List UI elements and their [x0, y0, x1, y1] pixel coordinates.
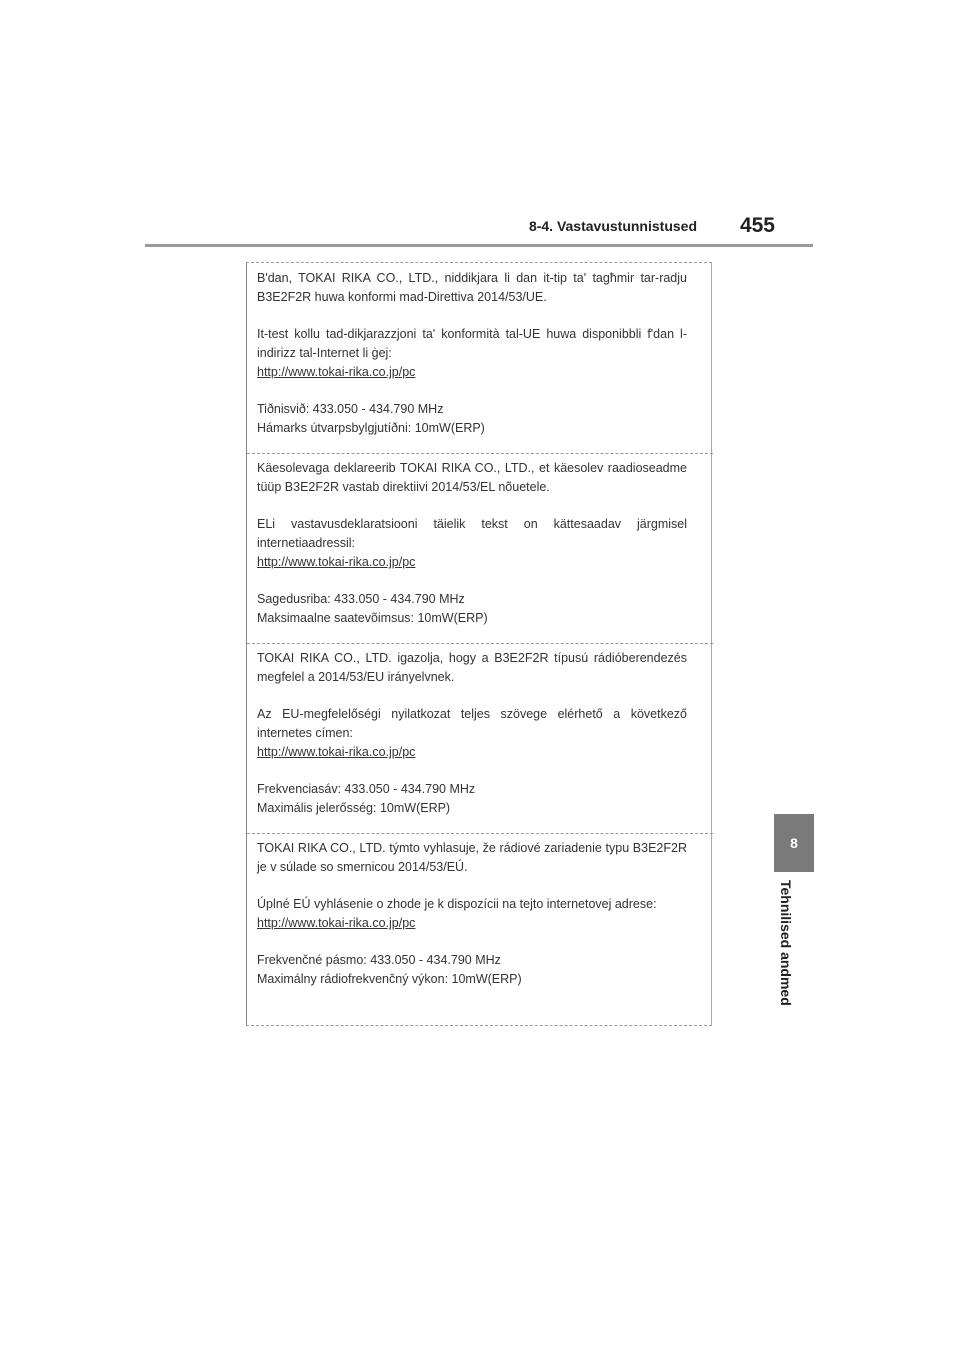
declaration-url-link[interactable]: http://www.tokai-rika.co.jp/pc [257, 555, 416, 569]
declaration-statement: B'dan, TOKAI RIKA CO., LTD., niddikjara li dan it-tip ta' tagħmir tar-radju B3E2F2R huwa konformi mad-Direttiva 2014/53/UE. [257, 271, 687, 304]
declaration-availability [257, 325, 687, 382]
max-power: Hámarks útvarpsbylgjutíðni: 10mW(ERP) [257, 421, 485, 435]
declaration-maltese [247, 263, 711, 453]
max-power: Maximálny rádiofrekvenčný výkon: 10mW(ERP) [257, 972, 522, 986]
declaration-specs [257, 400, 687, 438]
availability-text: Úplné EÚ vyhlásenie o zhode je k dispozícii na tejto internetovej adrese: [257, 897, 657, 911]
declaration-hungarian [247, 643, 711, 833]
max-power: Maksimaalne saatevõimsus: 10mW(ERP) [257, 611, 488, 625]
availability-text: ELi vastavusdeklaratsiooni täielik tekst on kättesaadav järgmisel internetiaadressil: [257, 517, 687, 550]
page-number: 455 [739, 214, 775, 237]
declaration-url-link[interactable]: http://www.tokai-rika.co.jp/pc [257, 365, 416, 379]
declaration-estonian [247, 453, 711, 643]
declaration-statement: Käesolevaga deklareerib TOKAI RIKA CO., LTD., et käesolev raadioseadme tüüp B3E2F2R vastab direktiivi 2014/53/EL nõuetele. [257, 461, 687, 494]
declaration-availability [257, 515, 687, 572]
declaration-availability [257, 895, 687, 933]
frequency-band: Frekvenciasáv: 433.050 - 434.790 MHz [257, 782, 476, 796]
chapter-number: 8 [790, 835, 798, 851]
declaration-slovak [247, 833, 711, 1027]
chapter-label: Tehnilised andmed [778, 880, 794, 1006]
max-power: Maximális jelerősség: 10mW(ERP) [257, 801, 451, 815]
declaration-specs [257, 590, 687, 628]
header-rule [145, 244, 813, 247]
declaration-availability [257, 705, 687, 762]
section-title: 8-4. Vastavustunnistused [528, 218, 697, 234]
declaration-specs [257, 780, 687, 818]
chapter-tab [774, 814, 814, 872]
frequency-band: Sagedusriba: 433.050 - 434.790 MHz [257, 592, 465, 606]
declaration-specs [257, 951, 687, 989]
availability-text: Az EU-megfelelőségi nyilatkozat teljes szövege elérhető a következő internetes címen: [257, 707, 687, 740]
page-header [145, 0, 813, 248]
availability-text: It-test kollu tad-dikjarazzjoni ta' konformità tal-UE huwa disponibbli f'dan l-indirizz tal-Internet li ġej: [257, 327, 687, 360]
declaration-sheet [246, 262, 712, 1026]
frequency-band: Tiðnisvið: 433.050 - 434.790 MHz [257, 402, 444, 416]
declaration-statement: TOKAI RIKA CO., LTD. igazolja, hogy a B3E2F2R típusú rádióberendezés megfelel a 2014/53/EU irányelvnek. [257, 651, 687, 684]
declaration-statement: TOKAI RIKA CO., LTD. týmto vyhlasuje, že rádiové zariadenie typu B3E2F2R je v súlade so smernicou 2014/53/EÚ. [257, 841, 687, 874]
declaration-url-link[interactable]: http://www.tokai-rika.co.jp/pc [257, 745, 416, 759]
declaration-url-link[interactable]: http://www.tokai-rika.co.jp/pc [257, 916, 416, 930]
frequency-band: Frekvenčné pásmo: 433.050 - 434.790 MHz [257, 953, 501, 967]
